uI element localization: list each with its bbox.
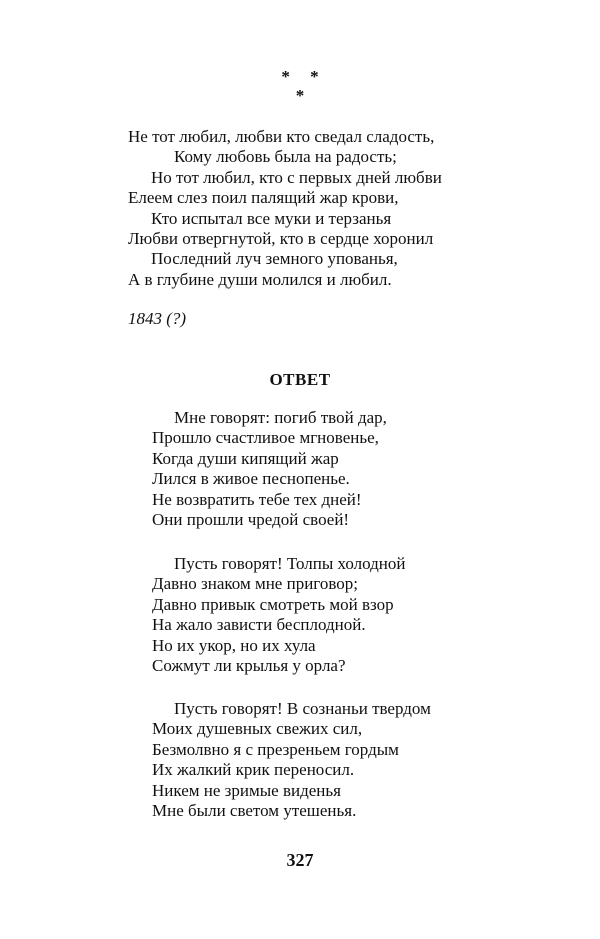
poem-untitled (128, 127, 442, 290)
poem-line: Их жалкий крик переносил. (152, 760, 355, 780)
poem-line: Но их укор, но их хула (152, 635, 316, 655)
poem-line: Кто испытал все муки и терзанья (151, 208, 392, 228)
poem-line: Давно знаком мне приговор; (152, 574, 358, 594)
stanza (152, 554, 405, 676)
page-number: 327 (286, 850, 314, 870)
asterism-top: * * (281, 67, 327, 86)
poem-line: Безмолвно я с презреньем гордым (152, 739, 399, 759)
poem-line: Елеем слез поил палящий жар крови, (128, 188, 399, 208)
poem-line: Не возвратить тебе тех дней! (152, 489, 362, 509)
stanza (152, 408, 387, 530)
stanza (152, 699, 431, 821)
poem-line: Пусть говорят! В сознаньи твердом (174, 699, 431, 718)
poem-line: На жало зависти бесплодной. (152, 615, 366, 635)
poem-line: Кому любовь была на радость; (174, 147, 397, 167)
poem-line: Мне говорят: погиб твой дар, (174, 408, 387, 427)
poem-line: Никем не зримые виденья (152, 780, 341, 800)
poem-line: Они прошли чредой своей! (152, 510, 350, 530)
poem-line: Прошло счастливое мгновенье, (152, 428, 379, 448)
poem-title: ОТВЕТ (269, 370, 331, 389)
poem-line: Когда души кипящий жар (152, 448, 339, 468)
poem-line: Моих душевных свежих сил, (152, 719, 363, 739)
asterism-bottom: * (295, 86, 305, 105)
poem-line: Лился в живое песнопенье. (152, 469, 350, 489)
poem-line: Но тот любил, кто с первых дней любви (151, 167, 442, 187)
poem-line: А в глубине души молился и любил. (128, 269, 392, 289)
poem-line: Последний луч земного упованья, (151, 249, 398, 269)
poem-date: 1843 (?) (128, 309, 187, 328)
poem-line: Сожмут ли крылья у орла? (152, 656, 346, 676)
poem-line: Не тот любил, любви кто сведал сладость, (128, 127, 435, 146)
poem-line: Давно привык смотреть мой взор (152, 594, 394, 614)
poem-line: Пусть говорят! Толпы холодной (174, 554, 406, 573)
poem-line: Любви отвергнутой, кто в сердце хоронил (128, 229, 434, 249)
poem-line: Мне были светом утешенья. (152, 801, 357, 821)
